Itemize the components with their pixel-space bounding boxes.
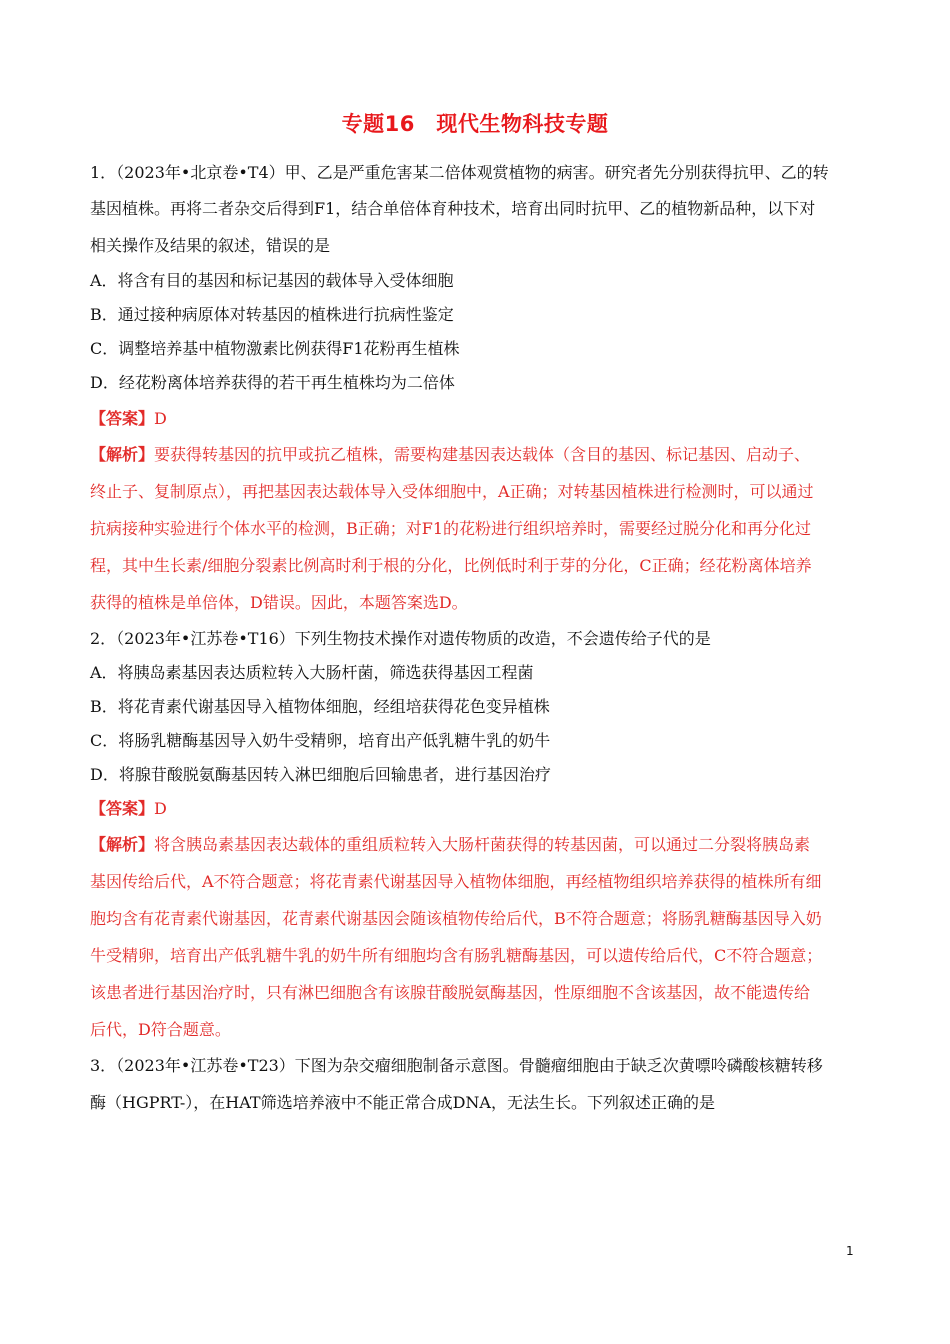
q1-analysis-line-5: 获得的植株是单倍体，D错误。因此，本题答案选D。 (90, 593, 468, 612)
q1-analysis-line-4: 程，其中生长素/细胞分裂素比例高时利于根的分化，比例低时利于芽的分化，C正确；经花粉离体培养 (90, 556, 812, 575)
q2-analysis-line-6: 后代，D符合题意。 (90, 1020, 231, 1039)
q1-analysis-line-2: 终止子、复制原点），再把基因表达载体导入受体细胞中，A正确；对转基因植株进行检测时，可以通过 (90, 482, 814, 501)
q2-analysis-line-4: 牛受精卵，培育出产低乳糖牛乳的奶牛所有细胞均含有肠乳糖酶基因，可以遗传给后代，C不符合题意； (90, 946, 823, 965)
q1-option-b: B．通过接种病原体对转基因的植株进行抗病性鉴定 (90, 305, 454, 324)
q1-analysis-text-1: 要获得转基因的抗甲或抗乙植株，需要构建基因表达载体（含目的基因、标记基因、启动子、 (154, 445, 811, 464)
q2-stem-line-1: 2．（2023年•江苏卷•T16）下列生物技术操作对遗传物质的改造，不会遗传给子代的是 (90, 629, 711, 648)
page-number: 1 (846, 1244, 854, 1258)
q2-answer-value: D (154, 799, 167, 818)
q2-option-a: A．将胰岛素基因表达质粒转入大肠杆菌，筛选获得基因工程菌 (90, 663, 534, 682)
q2-option-b: B．将花青素代谢基因导入植物体细胞，经组培获得花色变异植株 (90, 697, 550, 716)
q2-analysis-text-1: 将含胰岛素基因表达载体的重组质粒转入大肠杆菌获得的转基因菌，可以通过二分裂将胰岛素 (154, 835, 811, 854)
q2-analysis-line-5: 该患者进行基因治疗时，只有淋巴细胞含有该腺苷酸脱氨酶基因，性原细胞不含该基因，故不能遗传给 (90, 983, 811, 1002)
q2-analysis-line-1 (90, 834, 865, 856)
q1-analysis-tag: 【解析】 (90, 445, 155, 464)
q2-analysis-tag: 【解析】 (90, 835, 155, 854)
q1-answer-value: D (154, 409, 167, 428)
q1-option-a: A．将含有目的基因和标记基因的载体导入受体细胞 (90, 271, 454, 290)
q1-option-d: D．经花粉离体培养获得的若干再生植株均为二倍体 (90, 373, 455, 392)
q2-analysis-line-2: 基因传给后代，A不符合题意；将花青素代谢基因导入植物体细胞，再经植物组织培养获得的植株所有细 (90, 872, 822, 891)
page-title: 专题16 现代生物科技专题 (341, 112, 609, 136)
q3-stem-line-2: 酶（HGPRT-），在HAT筛选培养液中不能正常合成DNA，无法生长。下列叙述正确的是 (90, 1093, 715, 1112)
q2-option-c: C．将肠乳糖酶基因导入奶牛受精卵，培育出产低乳糖牛乳的奶牛 (90, 731, 551, 750)
q1-answer-tag: 【答案】 (90, 409, 155, 428)
q2-answer-tag: 【答案】 (90, 799, 155, 818)
q2-option-d: D．将腺苷酸脱氨酶基因转入淋巴细胞后回输患者，进行基因治疗 (90, 765, 551, 784)
q1-answer (90, 408, 865, 430)
q3-stem-line-1: 3．（2023年•江苏卷•T23）下图为杂交瘤细胞制备示意图。骨髓瘤细胞由于缺乏次黄嘌呤磷酸核糖转移 (90, 1056, 823, 1075)
q1-option-c: C．调整培养基中植物激素比例获得F1花粉再生植株 (90, 339, 460, 358)
q1-stem-line-3: 相关操作及结果的叙述，错误的是 (90, 236, 331, 255)
q1-stem-line-1: 1．（2023年•北京卷•T4）甲、乙是严重危害某二倍体观赏植物的病害。研究者先分别获得抗甲、乙的转 (90, 163, 829, 182)
q1-analysis-line-3: 抗病接种实验进行个体水平的检测，B正确；对F1的花粉进行组织培养时，需要经过脱分化和再分化过 (90, 519, 812, 538)
q1-stem-line-2: 基因植株。再将二者杂交后得到F1，结合单倍体育种技术，培育出同时抗甲、乙的植物新品种，以下对 (90, 199, 816, 218)
q1-analysis-line-1 (90, 444, 865, 466)
q2-answer (90, 798, 865, 820)
q2-analysis-line-3: 胞均含有花青素代谢基因，花青素代谢基因会随该植物传给后代，B不符合题意；将肠乳糖酶基因导入奶 (90, 909, 822, 928)
